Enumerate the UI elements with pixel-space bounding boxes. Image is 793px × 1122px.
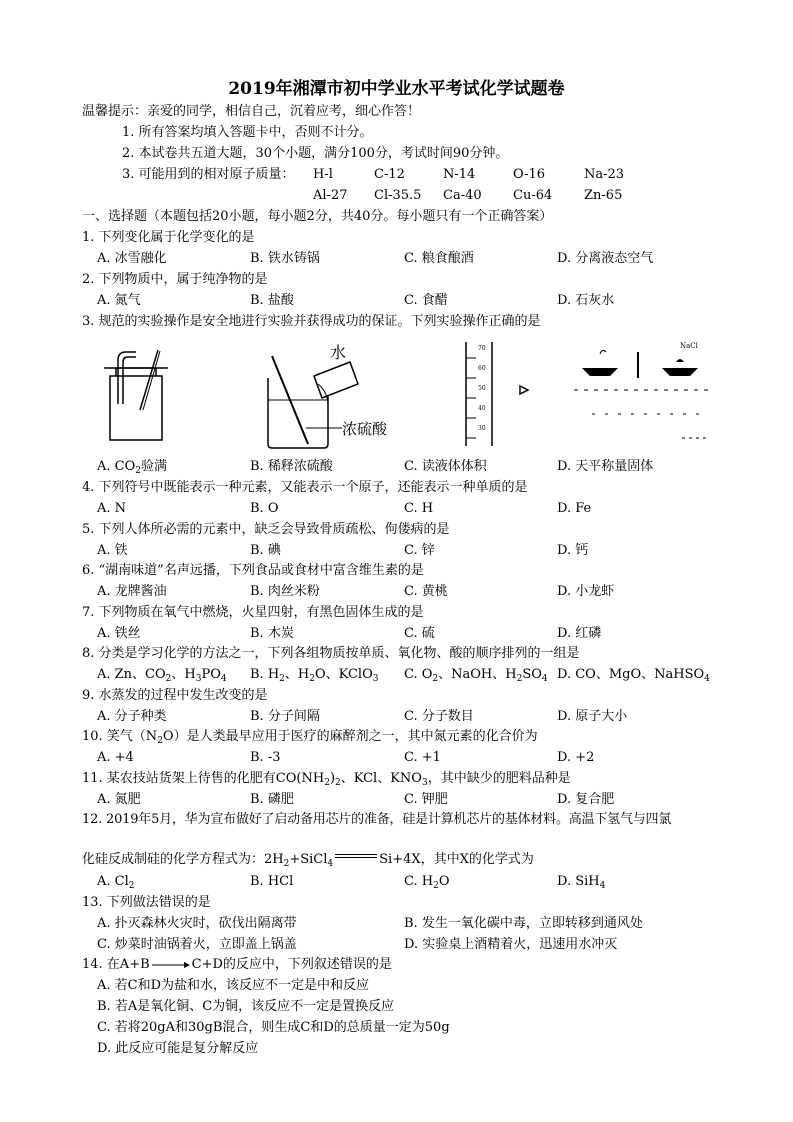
option-d: D. 钙 [557,543,589,558]
cylinder-tick: 70 [478,345,486,352]
option-b: B. $H_2$、$H_2O$、KClO$_3$ [250,667,379,684]
option-c: C. 炒菜时油锅着火，立即盖上锅盖 [97,937,297,952]
option-a: A. 铁丝 [97,626,141,641]
question-stem: 3. 规范的实验操作是安全地进行实验并获得成功的保证。下列实验操作正确的是 [82,314,541,329]
option-b: B. 木炭 [250,626,294,641]
option-d: D. CO、MgO、NaHSO$_4$ [557,667,710,684]
figure-balance [572,338,712,448]
option-d: D. 红磷 [557,626,602,641]
option-b: B. 发生一氧化碳中毒，立即转移到通风处 [404,916,643,931]
option-b: B. 肉丝米粉 [250,584,320,599]
atomic-mass: H-l [313,167,333,182]
atomic-mass: Cu-64 [513,188,553,203]
label-nacl: NaCl [680,342,698,350]
question-stem: 13. 下列做法错误的是 [82,895,211,910]
cylinder-tick: 50 [478,385,486,392]
question-stem: 14. 在A+B C+D的反应中，下列叙述错误的是 [82,957,392,972]
question-stem: 11. 某农技站货架上待售的化肥有$CO(NH_2)_2$、KCl、$KNO_3$，其中缺少的肥料品种是 [82,771,571,788]
option-a: A. 铁 [97,543,128,558]
option-b: B. 分子间隔 [250,709,320,724]
page-title: 2019年湘潭市初中学业水平考试化学试题卷 [228,79,565,99]
question-stem: 4. 下列符号中既能表示一种元素，又能表示一个原子，还能表示一种单质的是 [82,480,528,495]
option-b: B. -3 [250,750,281,765]
option-c: C. 钾肥 [404,792,448,807]
option-a: A. Zn、$CO_2$、$H_3PO_4$ [97,667,227,684]
option-a: A. +4 [97,750,134,765]
option-c: C. H [404,501,434,516]
cylinder-tick: 30 [478,425,486,432]
option-d: D. SiH$_4$ [557,874,606,891]
option-a: A. 扑灭森林火灾时，砍伐出隔离带 [97,916,297,931]
reaction-arrow-icon [150,960,192,970]
option-c: C. +1 [404,750,441,765]
cylinder-tick: 60 [478,365,486,372]
option-c: C. 锌 [404,543,435,558]
option-d: D. 分离液态空气 [557,251,654,266]
option-b: B. 若A是氧化铜、C为铜，该反应不一定是置换反应 [97,999,395,1014]
option-a: A. 氮肥 [97,792,141,807]
option-a: A. N [97,501,127,516]
question-stem-cont: 化硅反成制硅的化学方程式为：$2H_2+SiCl_4$ Si+4X，其中X的化学式为 [82,852,534,869]
option-b: B. 碘 [250,543,281,558]
option-c: C. 若将20gA和30gB混合，则生成C和D的总质量一定为50g [97,1020,450,1035]
section-heading: 一、选择题（本题包括20小题，每小题2分，共40分。每小题只有一个正确答案） [82,209,553,224]
option-c: C. 食醋 [404,293,448,308]
atomic-mass: N-14 [443,167,476,182]
figure-co2-bottle [96,348,176,448]
question-stem: 1. 下列变化属于化学变化的是 [82,230,255,245]
question-stem: 5. 下列人体所必需的元素中，缺乏会导致骨质疏松、佝偻病的是 [82,522,450,537]
option-d: D. 实验桌上酒精着火，迅速用水冲灭 [404,937,618,952]
label-water: 水 [330,343,347,362]
question-stem: 10. 笑气$(N_2O)$是人类最早应用于医疗的麻醉剂之一，其中氮元素的化合价为 [82,729,538,746]
question-stem: 12. 2019年5月，华为宣布做好了启动备用芯片的准备，硅是计算机芯片的基体材料。高温下氢气与四氯 [82,812,672,827]
option-c: C. $H_2O$ [404,874,450,891]
atomic-mass: Zn-65 [584,188,623,203]
option-c: C. 黄桃 [404,584,448,599]
option-c: C. 硫 [404,626,435,641]
eye-icon [520,386,528,394]
option-a: A. 冰雪融化 [97,251,167,266]
atomic-mass: Cl-35.5 [374,188,422,203]
cylinder-tick: 40 [478,405,486,412]
question-stem: 6. “湖南味道”名声远播，下列食品或食材中富含维生素的是 [82,563,424,578]
figure-dilute-acid [258,340,388,452]
option-a: A. 分子种类 [97,709,167,724]
atomic-mass: Na-23 [584,167,625,182]
notice-item: 2. 本试卷共五道大题，30个小题，满分100分，考试时间90分钟。 [122,146,509,161]
notice-mass-label: 3. 可能用到的相对原子质量： [122,167,295,182]
atomic-mass: O-16 [513,167,546,182]
option-b: B. HCl [250,874,294,889]
option-a: A. 若C和D为盐和水，该反应不一定是中和反应 [97,978,370,993]
atomic-mass: Ca-40 [443,188,482,203]
figure-cylinder [458,338,548,450]
option-d: D. 天平称量固体 [557,459,654,474]
option-b: B. 磷肥 [250,792,294,807]
notice-head: 温馨提示：亲爱的同学，相信自己，沉着应考，细心作答！ [82,104,421,119]
question-stem: 2. 下列物质中，属于纯净物的是 [82,272,268,287]
option-b: B. 铁水铸锅 [250,251,320,266]
option-b: B. 稀释浓硫酸 [250,459,333,474]
option-d: D. 原子大小 [557,709,628,724]
option-a: A. $CO_2$验满 [97,459,168,476]
option-d: D. Fe [557,501,592,516]
option-a: A. 龙牌酱油 [97,584,167,599]
option-b: B. O [250,501,279,516]
option-c: C. 分子数目 [404,709,474,724]
option-a: A. 氮气 [97,293,141,308]
option-a: A. $Cl_2$ [97,874,135,891]
question-stem: 7. 下列物质在氧气中燃烧，火星四射，有黑色固体生成的是 [82,605,424,620]
label-acid: 浓硫酸 [342,420,388,438]
question-stem: 8. 分类是学习化学的方法之一，下列各组物质按单质、氧化物、酸的顺序排列的一组是 [82,646,580,661]
option-d: D. 石灰水 [557,293,615,308]
option-b: B. 盐酸 [250,293,294,308]
option-c: C. 读液体体积 [404,459,487,474]
option-d: D. 小龙虾 [557,584,615,599]
atomic-mass: Al-27 [313,188,348,203]
option-d: D. 此反应可能是复分解反应 [97,1041,259,1056]
atomic-mass: C-12 [374,167,405,182]
option-c: C. 粮食酿酒 [404,251,474,266]
option-c: C. $O_2$、NaOH、$H_2SO_4$ [404,667,548,684]
notice-item: 1. 所有答案均填入答题卡中，否则不计分。 [122,125,373,140]
question-stem: 9. 水蒸发的过程中发生改变的是 [82,688,268,703]
equation-equals-sign [335,854,377,858]
option-d: D. 复合肥 [557,792,615,807]
option-d: D. +2 [557,750,595,765]
